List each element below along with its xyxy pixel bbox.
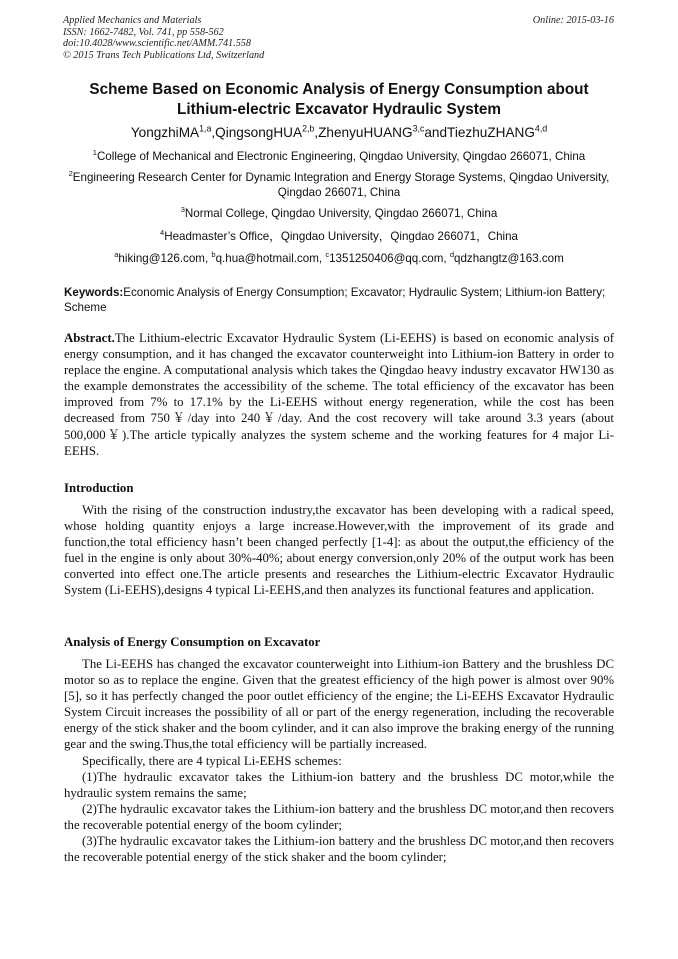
author-name: TiezhuZHANG [447,125,535,140]
section-heading-introduction: Introduction [64,481,134,495]
author-sup: 1,a [199,123,212,134]
author-name: QingsongHUA [215,125,303,140]
affiliation-4 [64,229,614,244]
paragraph: With the rising of the construction industry,the excavator has been developing with a radical speed, whose holding quantity enjoys a large increase.However,with the improvement of its grade and function,the total efficiency hasn’t been changed perfectly [1-4]: as about the output,the efficiency of the fuel in the engine is only about 30%-40%; about energy conversion,only 20% of the output work has been converted into effect one.The article presents and researches the Lithium-electric Excavator Hydraulic System (Li-EEHS),designs 4 typical Li-EEHS,and then analyzes its functional features and application. [64,503,614,598]
journal-name: Applied Mechanics and Materials [63,15,202,26]
email-sup: d [449,250,455,260]
email-sup: b [211,250,216,260]
email-address[interactable]: 1351250406@qq.com, [329,252,450,265]
paragraph: (1)The hydraulic excavator takes the Lithium-ion battery and the brushless DC motor,while the hydraulic system remains the same; [64,769,614,800]
email-sup: a [114,250,119,260]
author-separator: and [424,125,448,140]
paragraph: (2)The hydraulic excavator takes the Lithium-ion battery and the brushless DC motor,and then recovers the recoverable potential energy of the boom cylinder; [64,801,614,832]
title-line-2: Lithium-electric Excavator Hydraulic System [177,100,501,118]
author-sup: 4,d [534,123,548,134]
email-list [64,251,614,266]
affiliation-sup: 4 [160,228,165,238]
introduction-body [64,502,614,599]
email-address[interactable]: qdzhangtz@163.com [454,252,564,265]
affiliation-text: Engineering Research Center for Dynamic Integration and Energy Storage Systems, Qingdao University, Qingdao 266071, China [72,171,610,199]
email-address[interactable]: hiking@126.com, [118,252,212,265]
author-separator: , [211,125,216,140]
analysis-body [64,656,614,865]
keywords-label: Keywords: [64,286,124,299]
paragraph: Specifically, there are 4 typical Li-EEHS schemes: [82,753,342,768]
paragraph: The Li-EEHS has changed the excavator counterweight into Lithium-ion Battery and the brushless DC motor so as to replace the engine. Given that the greatest efficiency of the high power is almost over 90% [5], so it has perfectly changed the poor outlet efficiency of the engine; the Li-EEHS Excavator Hydraulic System Circuit increases the possibility of all or part of the energy regeneration, including the recoverable energy of the stick shaker and the boom cylinder, and it can also improve the braking energy of the running gear and the swing.Thus,the total efficiency will be partially increased. [64,657,614,752]
abstract [64,330,614,459]
affiliation-sup: 2 [68,169,73,179]
abstract-label: Abstract. [64,331,115,345]
author-name: ZhenyuHUANG [318,125,413,140]
journal-doi[interactable]: doi:10.4028/www.scientific.net/AMM.741.558 [63,38,251,49]
paper-title [64,80,614,119]
author-sup: 2,b [302,123,315,134]
affiliation-text: Normal College, Qingdao University, Qingdao 266071, China [184,207,498,220]
section-heading-analysis: Analysis of Energy Consumption on Excavator [64,635,321,649]
abstract-text: The Lithium-electric Excavator Hydraulic System (Li-EEHS) is based on economic analysis of energy consumption, and it has changed the excavator counterweight into Lithium-ion Battery in order to replace the engine. A computational analysis which takes the Qingdao heavy industry excavator HW130 as the example demonstrates the accessibility of the scheme. The total efficiency of the excavator has been improved from 7% to 17.1% by the Li-EEHS without energy regeneration, while the cost has been decreased from 750￥/day into 240￥/day. And the cost recovery will take around 3.3 years (about 500,000￥).The article typically analyzes the system scheme and the working features for 4 major Li-EEHS. [64,331,614,458]
affiliation-3 [64,206,614,221]
keywords [64,285,614,315]
affiliation-1 [64,149,614,164]
affiliation-sup: 3 [180,205,185,215]
online-date: Online: 2015-03-16 [532,15,614,26]
journal-header [63,15,264,61]
affiliation-sup: 1 [92,148,97,158]
keywords-text: Economic Analysis of Energy Consumption; Excavator; Hydraulic System; Lithium-ion Battery; Scheme [64,286,606,314]
email-sup: c [325,250,330,260]
email-address[interactable]: q.hua@hotmail.com, [215,252,326,265]
author-separator: , [314,125,319,140]
affiliation-2 [64,170,614,200]
author-name: YongzhiMA [130,125,200,140]
author-sup: 3,c [412,123,425,134]
affiliation-text: College of Mechanical and Electronic Engineering, Qingdao University, Qingdao 266071, China [96,150,586,163]
title-line-1: Scheme Based on Economic Analysis of Energy Consumption about [89,81,589,98]
author-list [40,124,638,142]
paragraph: (3)The hydraulic excavator takes the Lithium-ion battery and the brushless DC motor,and then recovers the recoverable potential energy of the stick shaker and the boom cylinder; [64,834,614,865]
journal-copyright: © 2015 Trans Tech Publications Ltd, Switzerland [63,49,265,61]
journal-issn: ISSN: 1662-7482, Vol. 741, pp 558-562 [63,26,224,38]
affiliation-text: Headmaster’s Office，Qingdao University，Qingdao 266071，China [164,230,518,243]
